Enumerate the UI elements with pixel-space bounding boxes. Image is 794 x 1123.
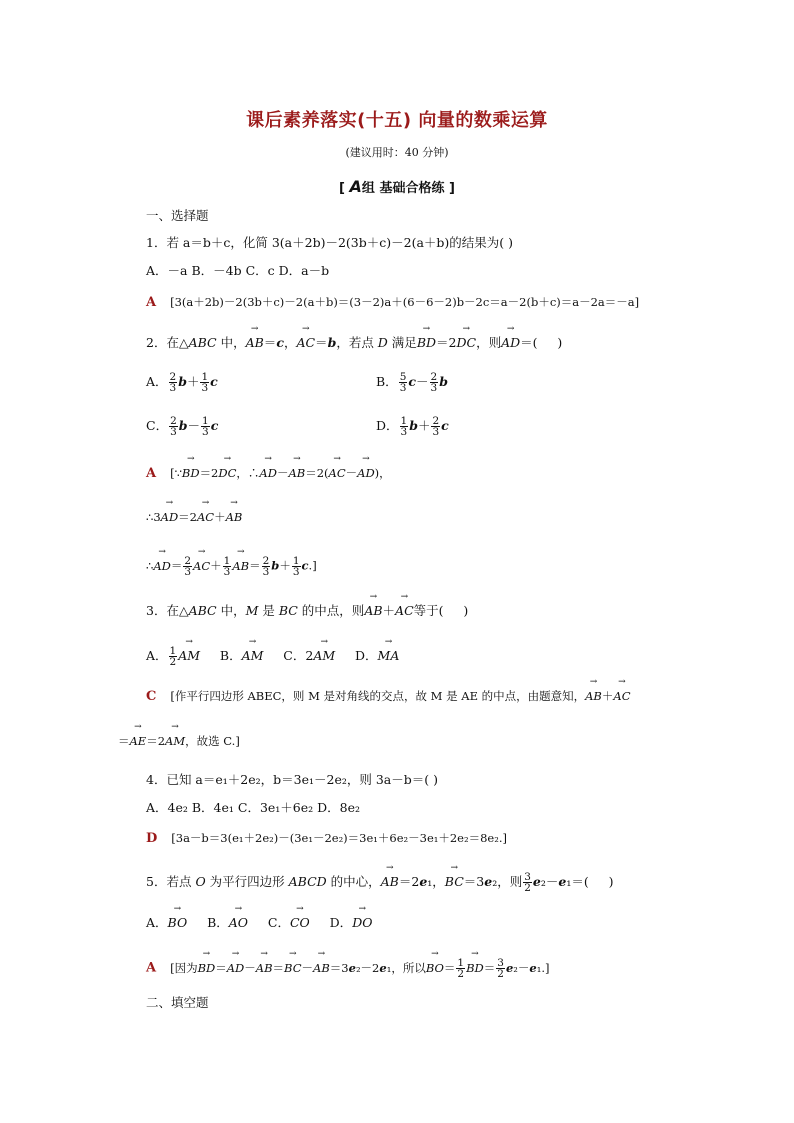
- group-heading: [0, 177, 794, 196]
- page-title: 课后素养落实(十五) 向量的数乘运算: [246, 110, 548, 131]
- q3-stem: 3．在△ABC 中，M 是 BC 的中点，则→ AB＋→ AC等于( ): [146, 603, 468, 619]
- q1-explanation: [3(a＋2b)－2(3b＋c)－2(a＋b)＝(3－2)a＋(6－6－2)b－2c＝a－2(b＋c)＝a－2a＝－a]: [170, 295, 640, 309]
- q1-answer-line: [146, 294, 639, 311]
- q1-stem: 1．若 a＝b＋c，化简 3(a＋2b)－2(3b＋c)－2(a＋b)的结果为( ): [146, 235, 514, 250]
- q5-options: A．→ BO B．→ AO C．→ CO D．→ DO: [146, 915, 372, 931]
- group-label: 组 基础合格练: [361, 181, 445, 196]
- q4-stem: 4．已知 a＝e₁＋2e₂，b＝3e₁－2e₂，则 3a－b＝( ): [146, 772, 438, 787]
- suggested-time: (建议用时：40 分钟): [345, 146, 449, 159]
- q2-answer: A: [146, 466, 157, 481]
- q3-answer: C: [146, 689, 157, 704]
- q2-option-c: C． $\frac{2}{3}$ b－ $\frac{1}{3}$ c: [146, 415, 219, 438]
- q3-answer-line: C [作平行四边形 ABEC，则 M 是对角线的交点，故 M 是 AE 的中点，由题意知，→ AB＋→ AC: [146, 688, 631, 705]
- q2-option-a: A． $\frac{2}{3}$ b＋ $\frac{1}{3}$ c: [146, 371, 218, 394]
- q1-answer: A: [146, 295, 157, 310]
- q4-answer: D: [146, 831, 158, 846]
- q5-stem: 5．若点 O 为平行四边形 ABCD 的中心，→ AB＝2e₁，→ BC＝3e₂，则 $\frac{3}{2}$ e₂－e₁＝( ): [146, 872, 613, 893]
- q5-answer-line: A [因为→ BD＝→ AD－→ AB＝→ BC－→ AB＝3e₂－2e₁，所以→ BO＝ $\frac{1}{2}$ → BD＝ $\frac{3}{2}$ e₂－e₁.]: [146, 958, 550, 979]
- q2-answer-line: A [∵→ BD＝2→ DC，∴→ AD－→ AB＝2(→ AC－→ AD)，: [146, 465, 391, 482]
- q2-stem: 2．在△ABC 中，→ AB＝c，→ AC＝b，若点 D 满足→ BD＝2→ DC，则→ AD＝( ): [146, 335, 562, 351]
- q4-answer-line: [146, 830, 507, 847]
- q2-option-d: D． $\frac{1}{3}$ b＋ $\frac{2}{3}$ c: [376, 415, 449, 438]
- q2-explanation-2: ∴3→ AD＝2→ AC＋→ AB: [146, 509, 242, 525]
- group-letter: A: [349, 177, 362, 196]
- q4-options: A．4e₂ B．4e₁ C．3e₁＋6e₂ D．8e₂: [146, 800, 361, 815]
- q3-options: A． $\frac{1}{2}$ → AM B．→ AM C．2→ AM D．→ MA: [146, 646, 399, 667]
- section-heading-choice: 一、选择题: [146, 208, 209, 223]
- q2-option-b: B． $\frac{5}{3}$ c－ $\frac{2}{3}$ b: [376, 371, 448, 394]
- section-heading-fill: 二、填空题: [146, 995, 209, 1010]
- q1-options: A．－a B．－4b C．c D．a－b: [146, 263, 330, 278]
- group-bracket-left: [: [339, 181, 345, 196]
- q5-answer: A: [146, 960, 157, 976]
- group-bracket-right: ]: [448, 181, 455, 196]
- q4-explanation: [3a－b＝3(e₁＋2e₂)－(3e₁－2e₂)＝3e₁＋6e₂－3e₁＋2e₂＝8e₂.]: [171, 831, 507, 845]
- q3-explanation-2: ＝→ AE＝2→ AM，故选 C.]: [118, 733, 240, 749]
- q2-explanation-3: ∴→ AD＝ $\frac{2}{3}$ → AC＋ $\frac{1}{3}$ → AB＝ $\frac{2}{3}$ b＋ $\frac{1}{3}$ c.]: [146, 556, 317, 577]
